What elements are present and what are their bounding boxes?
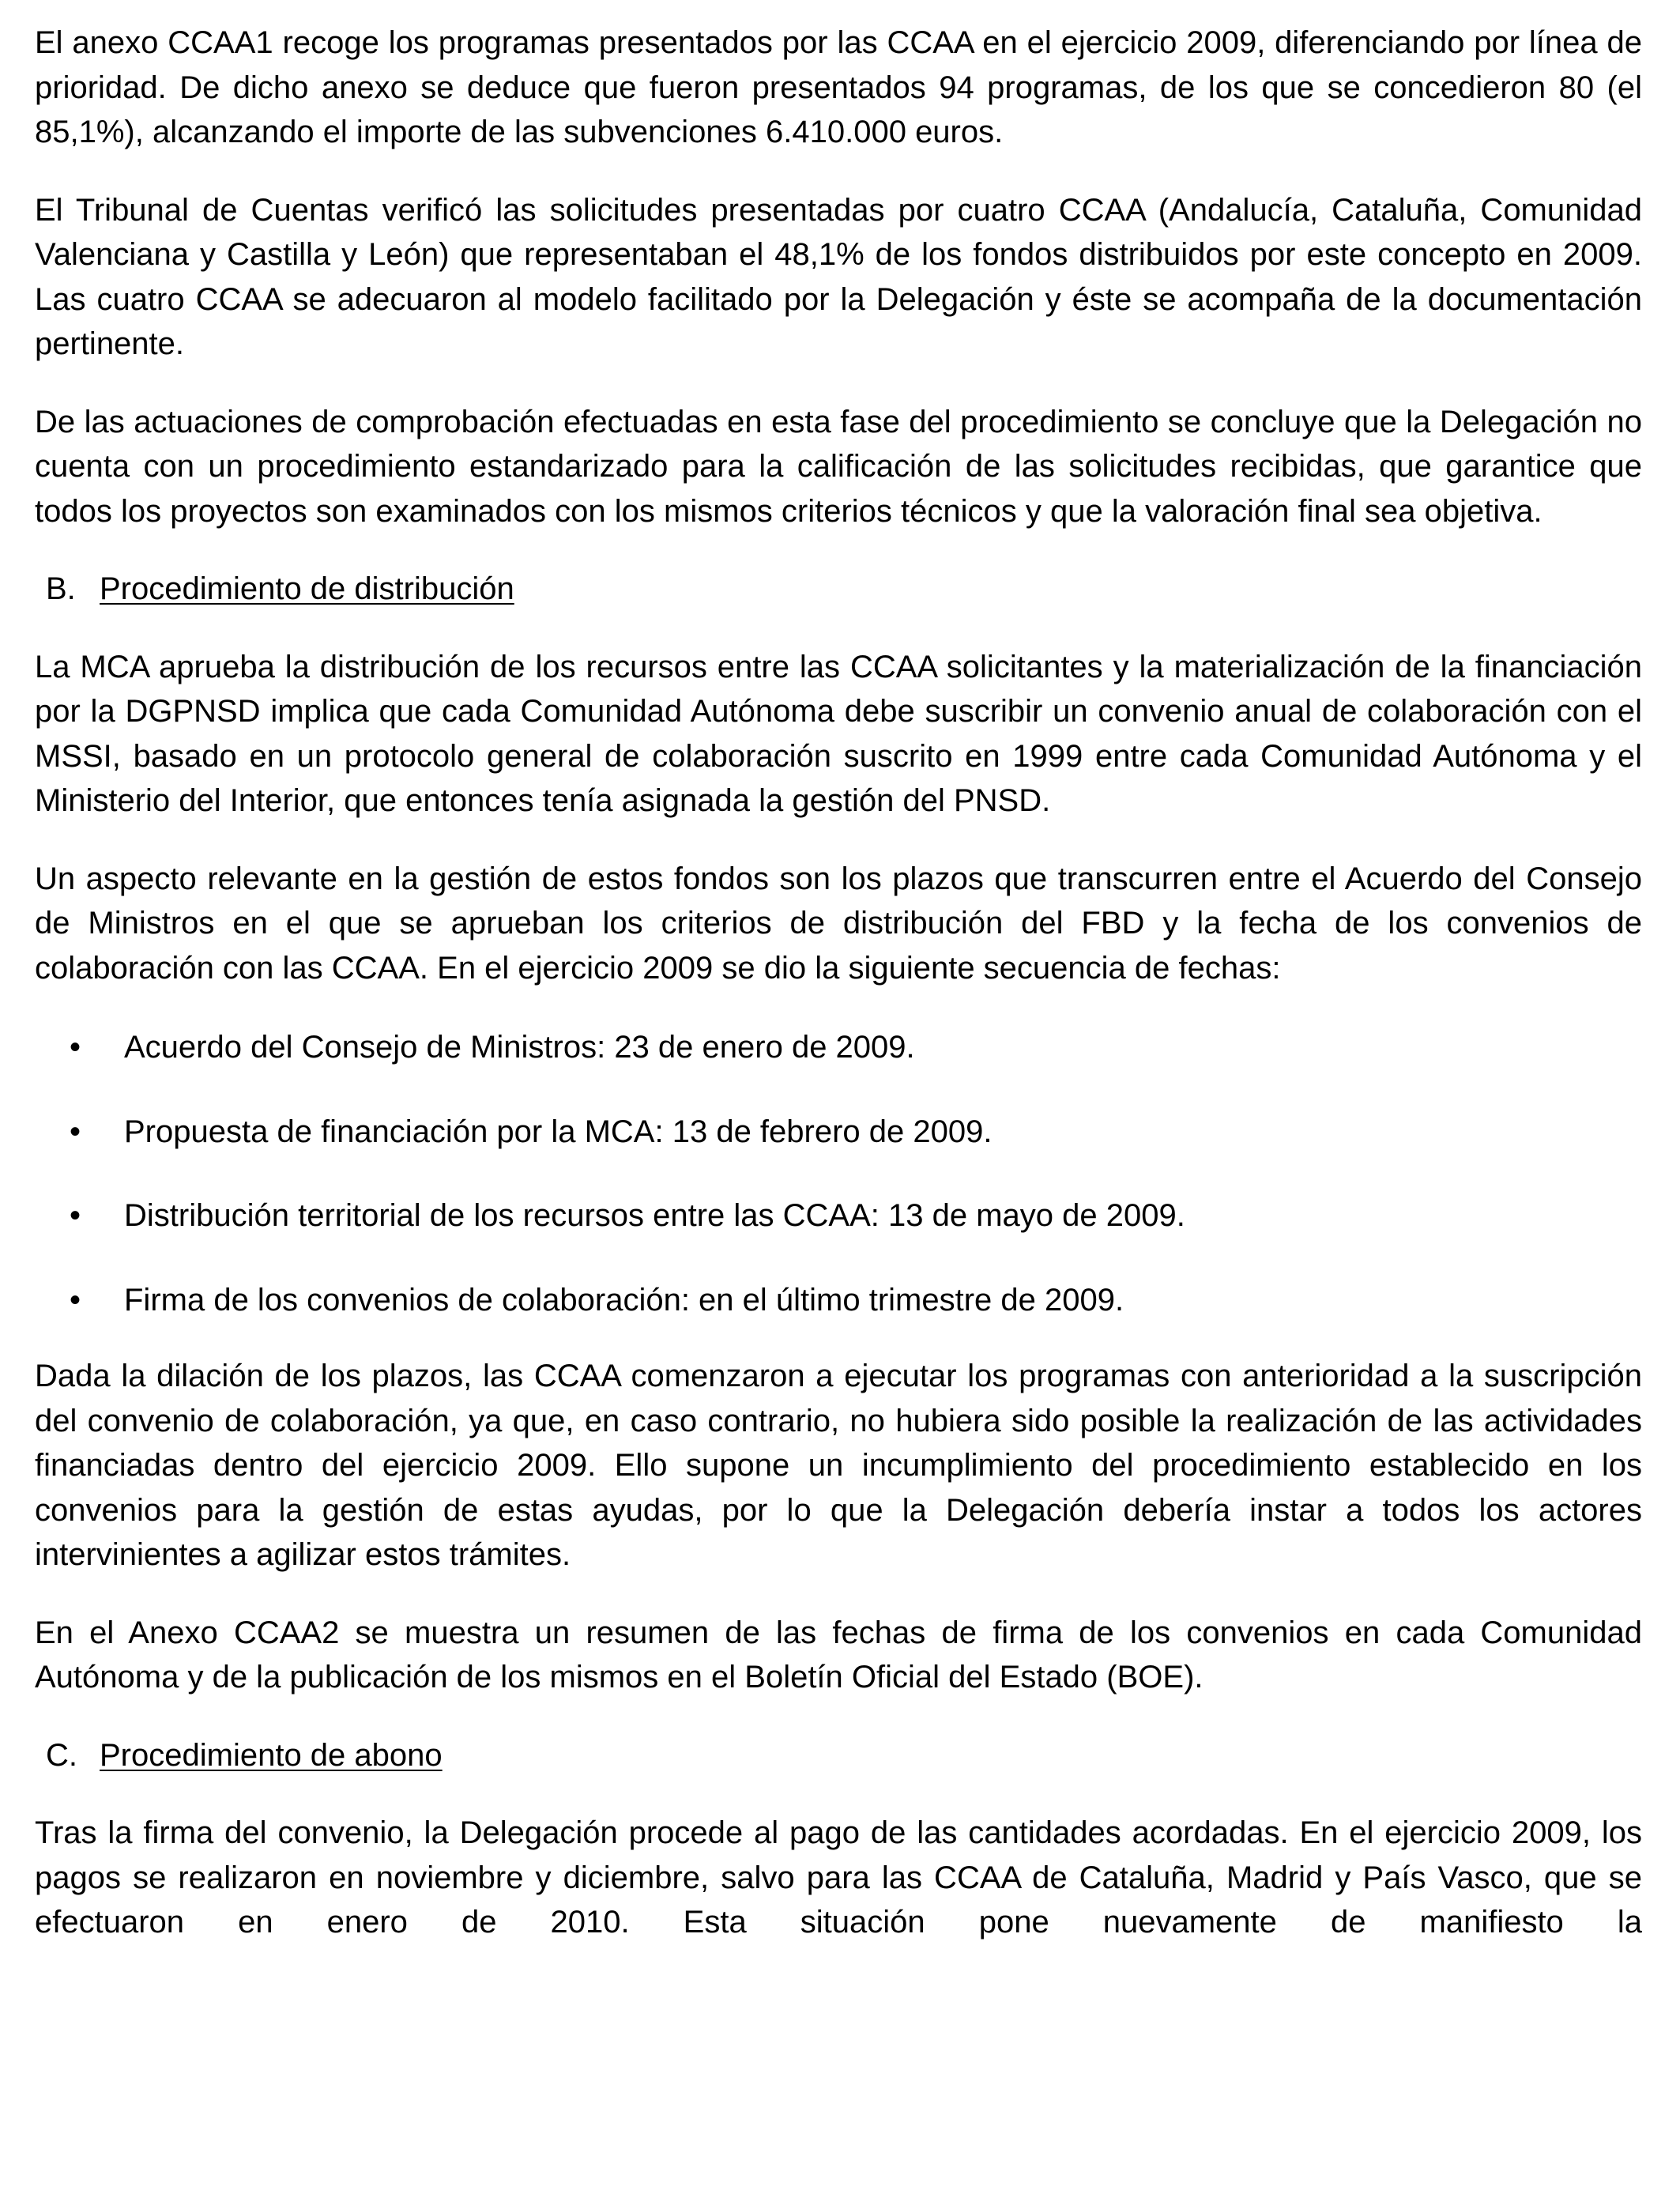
section-heading-c [35,1733,1642,1778]
paragraph-tribunal-verificacion: El Tribunal de Cuentas verificó las solicitudes presentadas por cuatro CCAA (Andalucía, Cataluña, Comunidad Valenciana y Castilla y León) que representaban el 48,1% de los fondos distribuidos por este concepto en 2009. Las cuatro CCAA se adecuaron al modelo facilitado por la Delegación y éste se acompaña de la documentación pertinente. [35,192,1642,361]
paragraph-dilacion-plazos: Dada la dilación de los plazos, las CCAA comenzaron a ejecutar los programas con anterioridad a la suscripción del convenio de colaboración, ya que, en caso contrario, no hubiera sido posible la realización de las actividades financiadas dentro del ejercicio 2009. Ello supone un incumplimiento del procedimiento establecido en los convenios para la gestión de estas ayudas, por lo que la Delegación debería instar a todos los actores intervinientes a agilizar estos trámites. [35,1359,1642,1572]
list-item: • Acuerdo del Consejo de Ministros: 23 de enero de 2009. [35,1025,1642,1070]
document-page [35,21,1642,1978]
section-title-c: Procedimiento de abono [100,1737,443,1773]
paragraph-conclusion-comprobacion: De las actuaciones de comprobación efectuadas en esta fase del procedimiento se concluye que la Delegación no cuenta con un procedimiento estandarizado para la calificación de las solicitudes recibidas, que garantice que todos los proyectos son examinados con los mismos criterios técnicos y que la valoración final sea objetiva. [35,404,1642,529]
paragraph-anexo-ccaa1: El anexo CCAA1 recoge los programas presentados por las CCAA en el ejercicio 2009, diferenciando por línea de prioridad. De dicho anexo se deduce que fueron presentados 94 programas, de los que se concedieron 80 (el 85,1%), alcanzando el importe de las subvenciones 6.410.000 euros. [35,25,1642,149]
bullet-icon: • [70,1282,81,1318]
section-letter-c: C. [46,1737,77,1773]
paragraph-plazos: Un aspecto relevante en la gestión de estos fondos son los plazos que transcurren entre el Acuerdo del Consejo de Ministros en el que se aprueban los criterios de distribución del FBD y la fecha de los convenios de colaboración con las CCAA. En el ejercicio 2009 se dio la siguiente secuencia de fechas: [35,861,1642,986]
section-letter-b: B. [46,571,76,606]
bullet-icon: • [70,1030,81,1065]
paragraph-procedimiento-abono: Tras la firma del convenio, la Delegación procede al pago de las cantidades acordadas. En el ejercicio 2009, los pagos se realizaron en noviembre y diciembre, salvo para las CCAA de Cataluña, Madrid y País Vasco, que se efectuaron en enero de 2010. Esta situación pone nuevamente de manifiesto la [35,1815,1642,1940]
paragraph-mca-distribucion: La MCA aprueba la distribución de los recursos entre las CCAA solicitantes y la materialización de la financiación por la DGPNSD implica que cada Comunidad Autónoma debe suscribir un convenio anual de colaboración con el MSSI, basado en un protocolo general de colaboración suscrito en 1999 entre cada Comunidad Autónoma y el Ministerio del Interior, que entonces tenía asignada la gestión del PNSD. [35,649,1642,818]
list-item: • Propuesta de financiación por la MCA: 13 de febrero de 2009. [35,1110,1642,1155]
paragraph-anexo-ccaa2: En el Anexo CCAA2 se muestra un resumen de las fechas de firma de los convenios en cada Comunidad Autónoma y de la publicación de los mismos en el Boletín Oficial del Estado (BOE). [35,1615,1642,1695]
dates-bullet-list [35,1025,1642,1322]
section-title-b: Procedimiento de distribución [100,571,514,606]
bullet-icon: • [70,1198,81,1233]
section-heading-b [35,567,1642,612]
bullet-icon: • [70,1114,81,1149]
list-item: • Distribución territorial de los recursos entre las CCAA: 13 de mayo de 2009. [35,1193,1642,1238]
list-item: • Firma de los convenios de colaboración: en el último trimestre de 2009. [35,1278,1642,1323]
